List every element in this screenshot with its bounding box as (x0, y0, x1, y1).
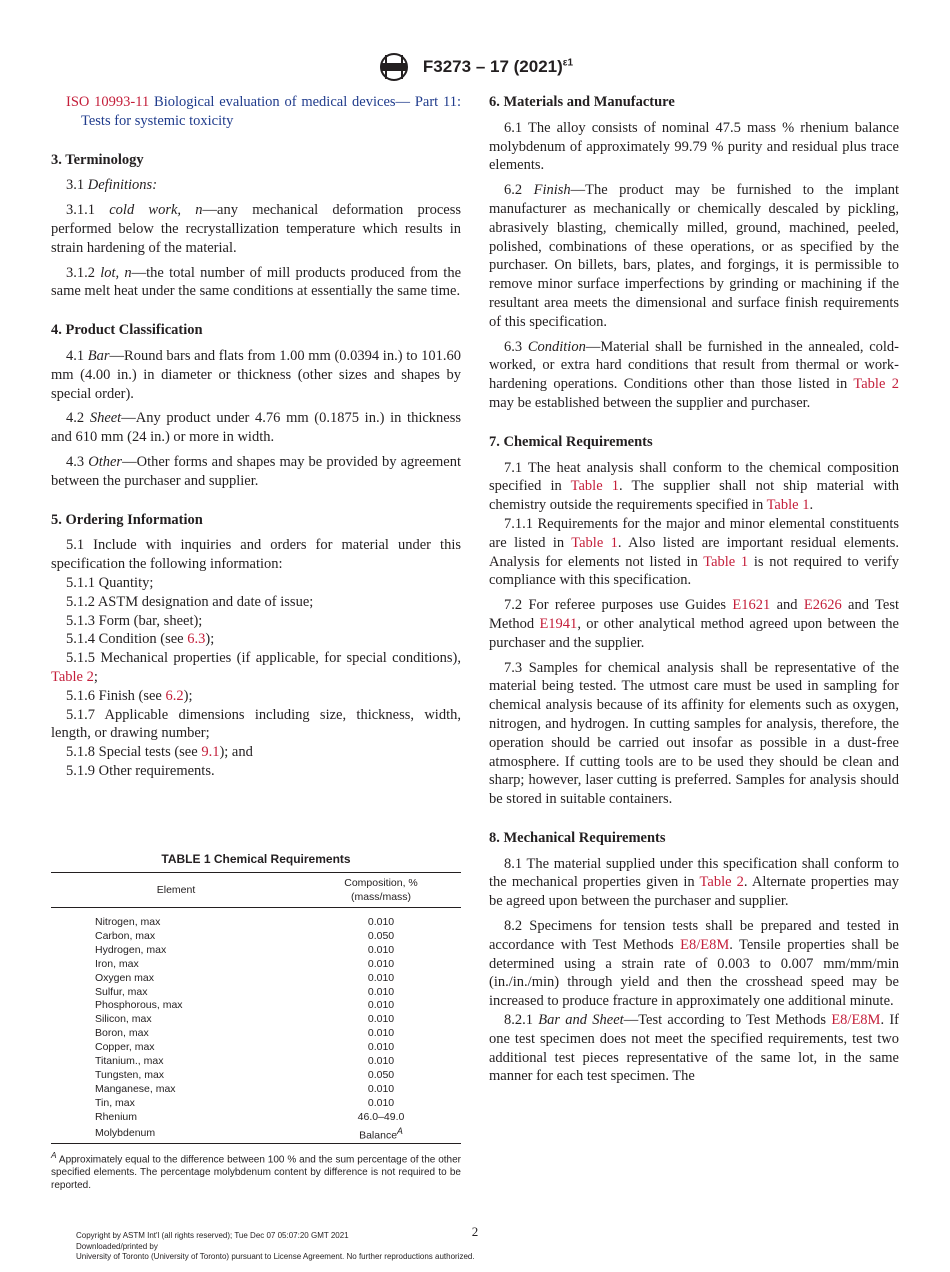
table-row (51, 1097, 461, 1111)
ref-link[interactable]: E1621 (732, 597, 771, 614)
table-row (51, 972, 461, 986)
left-column (51, 93, 461, 781)
ref-link[interactable]: E1941 (539, 615, 578, 632)
iso-link[interactable]: ISO 10993-11 (66, 94, 150, 110)
column-header-composition: Composition, % (mass/mass) (301, 873, 461, 908)
cell-element: Nitrogen, max (95, 916, 161, 928)
para-6-3: 6.3 Condition—Material shall be furnished in the annealed, cold-worked, or extra hard conditions that result from thermal or work-hardening operations. Conditions other than those listed in Table 2 may be established between the supplier and purchaser. (489, 338, 900, 411)
table-row (51, 1041, 461, 1055)
cell-element: Sulfur, max (95, 985, 148, 998)
para-4-1: 4.1 Bar—Round bars and flats from 1.00 mm (0.0394 in.) to 101.60 mm (4.00 in.) in diameter or thickness (other sizes and shapes by special order). (51, 347, 462, 402)
section-heading-materials: 6. Materials and Manufacture (489, 94, 675, 110)
ref-link[interactable]: Table 2 (51, 668, 94, 685)
para-4-2: 4.2 Sheet—Any product under 4.76 mm (0.1875 in.) in thickness and 610 mm (24 in.) or more in width. (51, 410, 462, 446)
right-column (489, 93, 899, 1092)
para-3-1-2: 3.1.2 lot, n—the total number of mill products produced from the same melt heat under the same conditions at essentially the same time. (51, 264, 462, 300)
list-item: 5.1.9 Other requirements. (66, 762, 215, 779)
footer-line: Copyright by ASTM Int'l (all rights reserved); Tue Dec 07 05:07:20 GMT 2021 (76, 1231, 349, 1240)
cell-element: Molybdenum (51, 1125, 301, 1144)
ref-link[interactable]: Table 1 (766, 497, 810, 514)
ref-link[interactable]: E8/E8M (831, 1012, 881, 1029)
list-item: 5.1.3 Form (bar, sheet); (66, 612, 203, 629)
cell-composition: 0.010 (367, 916, 395, 928)
copyright-footer (76, 1231, 475, 1263)
para-8-2: 8.2 Specimens for tension tests shall be prepared and tested in accordance with Test Methods E8/E8M. Tensile properties shall be determined using a strain rate of 0.003 to 0.007 mm/mm/min (in./in./min) through yield and then the crosshead speed may be increased to produce fracture in approximately one additional minute. (489, 918, 899, 1010)
table-row (51, 1055, 461, 1069)
ref-link[interactable]: 6.3 (187, 631, 206, 648)
cell-element: Tin, max (95, 1096, 135, 1109)
list-item: 5.1.7 Applicable dimensions including size, thickness, width, length, or drawing number; (51, 706, 461, 742)
cell-composition: 0.010 (367, 1013, 395, 1026)
cell-composition: 0.010 (367, 943, 395, 956)
ref-link[interactable]: E2626 (803, 597, 842, 614)
cell-composition: 0.050 (367, 929, 395, 942)
cell-element: Titanium., max (95, 1055, 164, 1068)
ref-link[interactable]: E8/E8M (680, 936, 730, 953)
footer-line: Downloaded/printed by (76, 1241, 158, 1251)
section-heading-product-classification: 4. Product Classification (51, 322, 203, 339)
cell-element: Manganese, max (95, 1082, 176, 1095)
cell-composition: 0.010 (367, 1027, 395, 1040)
list-item: 5.1.6 Finish (see 6.2); (66, 687, 193, 704)
ref-link[interactable]: 6.2 (165, 687, 184, 704)
cell-composition: 0.010 (367, 1096, 395, 1109)
list-item: 5.1.5 Mechanical properties (if applicable, for special conditions), Table 2; (51, 650, 461, 685)
standard-code: F3273 – 17 $(2021)^{\varepsilon 1}$ (422, 57, 574, 76)
table-row (51, 1069, 461, 1083)
para-6-2: 6.2 Finish—The product may be furnished to the implant manufacturer as mechanically or chemically descaled by pickling, abrasively blasting, chemically milled, ground, machined, peeled, polished, combinations of these operations, or as specified by the purchaser. On billets, bars, plates, and forgings, it is permissible to remove minor surface imperfections by grinding or machining if the resultant area meets the dimensional and surface finish requirements of this specification. (489, 182, 900, 330)
cell-composition: 0.010 (367, 985, 395, 998)
table-title: TABLE 1 Chemical Requirements (161, 852, 351, 866)
para-7-2: 7.2 For referee purposes use Guides E1621 and E2626 and Test Method E1941, or other analytical method agreed upon between the purchaser and the supplier. (489, 597, 899, 651)
table-row (51, 986, 461, 1000)
cell-element: Silicon, max (95, 1013, 152, 1026)
table-row (51, 1013, 461, 1027)
para-7-1-1: 7.1.1 Requirements for the major and minor elemental constituents are listed in Table 1. Also listed are important residual elements. Analysis for elements not listed in Table 1 is not required to verify compliance with this specification. (489, 515, 899, 589)
section-heading-chemical: 7. Chemical Requirements (489, 433, 653, 450)
ref-link[interactable]: Table 2 (699, 874, 744, 891)
ref-link[interactable]: Table 2 (853, 376, 900, 393)
iso-title-line1[interactable]: Biological evaluation of medical devices— (154, 94, 411, 110)
table-row (51, 1111, 461, 1125)
ref-link[interactable]: Table 1 (570, 478, 620, 495)
cell-composition: 0.010 (367, 957, 395, 970)
table (51, 872, 461, 1144)
cell-element: Iron, max (95, 957, 139, 970)
cell-element: Hydrogen, max (95, 943, 167, 956)
cell-element: Copper, max (95, 1041, 155, 1054)
page-header (0, 52, 950, 82)
section-heading-ordering-information: 5. Ordering Information (51, 511, 203, 528)
cell-element: Carbon, max (95, 929, 156, 942)
cell-element: Rhenium (95, 1110, 138, 1123)
list-item: 5.1.2 ASTM designation and date of issue; (66, 593, 314, 610)
para-5-1: 5.1 Include with inquiries and orders for material under this specification the following information: (51, 537, 461, 573)
column-header-element: Element (51, 873, 301, 908)
cell-composition: 0.010 (367, 1041, 395, 1054)
cell-composition: 46.0–49.0 (357, 1110, 405, 1123)
para-7-3: 7.3 Samples for chemical analysis shall be representative of the material being tested. The utmost care must be used in sampling for chemical analysis because of its affinity for elements such as oxygen, nitrogen, and hydrogen. In cutting samples for analysis, therefore, the operation should be carried out insofar as possible in a dust-free atmosphere. If cutting tools are to be used they should be clean and sharp; however, laser cutting is preferred. Samples for analysis should be stored in suitable containers. (489, 659, 899, 808)
table-row (51, 999, 461, 1013)
list-item: 5.1.1 Quantity; (66, 574, 154, 591)
ref-link[interactable]: Table 1 (703, 553, 749, 570)
table-row (51, 930, 461, 944)
table-row (51, 944, 461, 958)
astm-logo-icon (377, 52, 411, 82)
cell-element: Boron, max (95, 1027, 149, 1040)
table-row (51, 1083, 461, 1097)
para-6-1: 6.1 The alloy consists of nominal 47.5 mass % rhenium balance molybdenum of approximately 99.79 % purity and residual plus trace elements. (489, 119, 899, 174)
para-8-1: 8.1 The material supplied under this specification shall conform to the mechanical properties given in Table 2. Alternate properties may be agreed upon between the purchaser and supplier. (489, 855, 899, 910)
cell-composition: 0.050 (367, 1068, 395, 1081)
cell-element: Phosphorous, max (95, 999, 183, 1012)
table-row (51, 908, 461, 930)
cell-element: Oxygen max (95, 971, 154, 984)
cell-composition: 0.010 (367, 1055, 395, 1068)
iso-title-line2[interactable]: Part 11: Tests for systemic toxicity (81, 94, 461, 129)
table-row (51, 1125, 461, 1144)
ref-link[interactable]: 9.1 (201, 744, 220, 761)
cell-composition: 0.010 (367, 971, 395, 984)
para-3-1-1: 3.1.1 cold work, n—any mechanical deformation process performed below the recrystallization temperature which results in strain hardening of the material. (51, 202, 462, 256)
section-heading-mechanical: 8. Mechanical Requirements (489, 829, 666, 846)
page-number: 2 (471, 1224, 479, 1239)
cell-composition: 0.010 (367, 999, 395, 1012)
list-item: 5.1.8 Special tests (see 9.1); and (66, 744, 253, 761)
iso-reference (51, 93, 461, 131)
cell-composition: 0.010 (367, 1082, 395, 1095)
table-row (51, 958, 461, 972)
table-row (51, 1027, 461, 1041)
ref-link[interactable]: Table 1 (571, 534, 618, 551)
para-7-1: 7.1 The heat analysis shall conform to the chemical composition specified in Table 1. The supplier shall not ship material with chemistry outside the requirements specified in Table 1. (489, 459, 899, 514)
para-8-2-1: 8.2.1 Bar and Sheet—Test according to Test Methods E8/E8M. If one test specimen does not meet the specified requirements, test two additional test pieces representative of the same lot, in the same manner for each test specimen. The (489, 1012, 899, 1085)
table-footnote: $^A$ Approximately equal to the difference between 100 % and the sum percentage of the other specified elements. The percentage molybdenum content by difference is not required to be reported. (51, 1150, 461, 1192)
para-3-1: 3.1 Definitions: (66, 177, 158, 194)
para-4-3: 4.3 Other—Other forms and shapes may be provided by agreement between the purchaser and supplier. (51, 453, 462, 489)
epsilon-mark: ε1 (562, 57, 574, 69)
table-chemical-requirements (51, 852, 461, 1192)
list-item: 5.1.4 Condition (see 6.3); (66, 631, 215, 648)
cell-composition: Balance$^A$ (301, 1125, 461, 1144)
footer-line: University of Toronto (University of Toronto) pursuant to License Agreement. No further reproductions authorized. (76, 1252, 475, 1261)
cell-element: Tungsten, max (95, 1068, 165, 1081)
section-heading-terminology: 3. Terminology (51, 151, 144, 168)
